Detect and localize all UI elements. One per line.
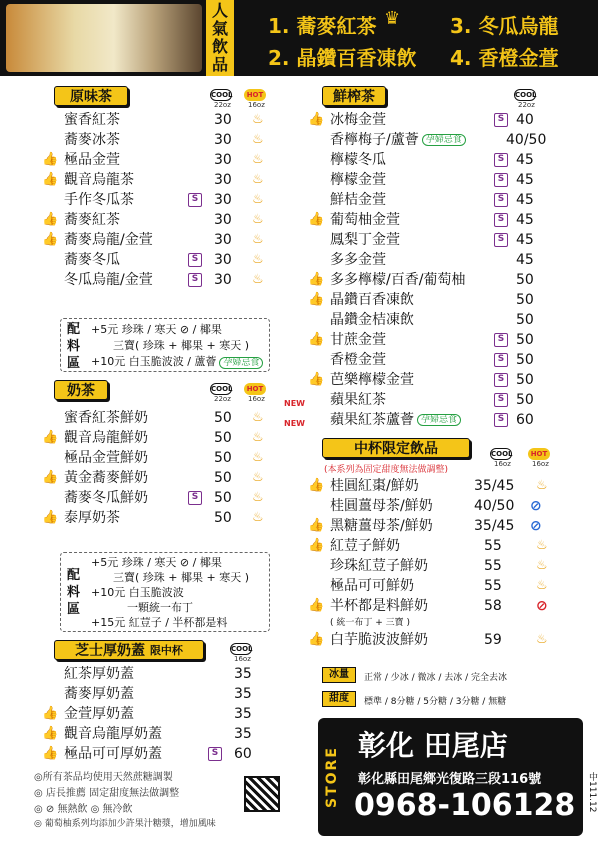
menu-row[interactable] <box>308 630 568 650</box>
item-price: 50 <box>214 410 232 426</box>
item-price: 50 <box>516 312 534 328</box>
popular-tag-char: 飲 <box>211 37 228 56</box>
size-22oz: 22oz <box>214 101 231 109</box>
hot-available-icon: ♨ <box>252 152 264 167</box>
medium-sub-text: ( 統一布丁 + 三寶 ) <box>330 618 411 628</box>
item-name: 泰厚奶茶 <box>64 510 120 526</box>
addon-box-2 <box>60 552 270 632</box>
ice-level-row <box>318 666 583 686</box>
section-cheese-foam <box>54 640 204 660</box>
thumbs-up-icon: 👍 <box>42 510 59 525</box>
thumbs-up-icon: 👍 <box>308 372 325 387</box>
item-name: 紅茶厚奶蓋 <box>64 666 134 682</box>
item-price: 35/45 <box>474 518 515 534</box>
menu-row[interactable] <box>42 448 272 468</box>
item-name: 多多檸檬/百香/葡萄柚 <box>330 272 466 288</box>
item-price: 35 <box>234 706 252 722</box>
store-vertical-label: STORE <box>324 746 340 808</box>
item-name: 紅荳子鮮奶 <box>330 538 400 554</box>
section-original-tea: 原味茶 <box>54 86 128 106</box>
original-tea-list <box>42 110 272 290</box>
fixed-sweetness-icon: S <box>188 253 202 267</box>
milk-tea-list <box>42 408 272 528</box>
item-price: 45 <box>516 212 534 228</box>
no-hot-icon: ⊘ <box>536 598 548 614</box>
item-name: 蕎麥冬瓜 <box>64 252 120 268</box>
thumbs-up-icon: 👍 <box>42 212 59 227</box>
fixed-sweetness-icon: S <box>494 353 508 367</box>
thumbs-up-icon: 👍 <box>42 706 59 721</box>
no-cold-icon: ⊘ <box>530 498 542 514</box>
pregnant-warning: 孕婦忌食 <box>422 134 466 146</box>
popular-tag-char: 人 <box>211 1 228 20</box>
menu-row[interactable] <box>42 110 272 130</box>
menu-row[interactable] <box>42 664 272 684</box>
thumbs-up-icon: 👍 <box>42 470 59 485</box>
item-name: 白芋脆波波鮮奶 <box>330 632 428 648</box>
thumbs-up-icon: 👍 <box>308 212 325 227</box>
cool-badge: COOL <box>491 450 513 458</box>
menu-row[interactable] <box>42 190 272 210</box>
addon-line: +5元 珍珠 / 寒天 ⊘ / 椰果 <box>91 556 222 569</box>
hot-available-icon: ♨ <box>536 558 548 573</box>
crown-icon: ♛ <box>384 8 401 29</box>
item-name: 手作冬瓜茶 <box>64 192 134 208</box>
menu-row[interactable] <box>42 408 272 428</box>
item-price: 35/45 <box>474 478 515 494</box>
item-name: 檸檬冬瓜 <box>330 152 386 168</box>
hot-available-icon: ♨ <box>252 410 264 425</box>
item-price: 35 <box>234 686 252 702</box>
item-price: 50 <box>516 272 534 288</box>
hot-available-icon: ♨ <box>252 232 264 247</box>
section-fresh-tea: 鮮榨茶 <box>322 86 386 106</box>
hot-available-icon: ♨ <box>252 112 264 127</box>
cheese-foam-list <box>42 664 272 764</box>
item-name: 桂圓薑母茶/鮮奶 <box>330 498 433 514</box>
addon-line <box>91 353 263 369</box>
fixed-sweetness-icon: S <box>494 373 508 387</box>
addon-label-char: 配 <box>67 322 81 337</box>
thumbs-up-icon: 👍 <box>308 272 325 287</box>
hot-available-icon: ♨ <box>536 538 548 553</box>
menu-row[interactable] <box>308 130 568 150</box>
menu-row[interactable] <box>308 190 568 210</box>
menu-row[interactable] <box>308 290 568 310</box>
no-cold-icon: ⊘ <box>530 518 542 534</box>
item-name: 觀音烏龍鮮奶 <box>64 430 148 446</box>
item-name: 晶鑽金桔凍飲 <box>330 312 414 328</box>
hot-available-icon: ♨ <box>252 430 264 445</box>
size-22oz: 22oz <box>518 101 535 109</box>
cool-badge: COOL <box>515 91 537 99</box>
menu-row[interactable] <box>42 250 272 270</box>
item-price: 30 <box>214 112 232 128</box>
fixed-sweetness-icon: S <box>494 153 508 167</box>
hot-available-icon: ♨ <box>252 272 264 287</box>
item-price: 50 <box>516 292 534 308</box>
store-address: 彰化縣田尾鄉光復路三段116號 <box>358 772 542 787</box>
thumbs-up-icon: 👍 <box>42 232 59 247</box>
store-name: 彰化 田尾店 <box>358 729 508 762</box>
item-name: 珍珠紅荳子鮮奶 <box>330 558 428 574</box>
item-price: 58 <box>484 598 502 614</box>
hot-available-icon: ♨ <box>252 252 264 267</box>
addon-line: 三寶( 珍珠 + 椰果 + 寒天 ) <box>113 571 249 584</box>
cool-badge: COOL <box>211 91 233 99</box>
addon-line: 三寶( 珍珠 + 椰果 + 寒天 ) <box>113 339 249 352</box>
menu-row[interactable] <box>308 230 568 250</box>
pregnant-warning: 孕婦忌食 <box>219 357 263 369</box>
item-price: 50 <box>516 332 534 348</box>
addon-label-char: 料 <box>67 585 81 600</box>
item-name: 冰梅金萱 <box>330 112 386 128</box>
new-badge: NEW <box>284 399 305 408</box>
item-price: 60 <box>516 412 534 428</box>
size-16oz: 16oz <box>234 655 251 663</box>
addon-line: 一顆統一布丁 <box>127 601 193 614</box>
item-name: 鳳梨丁金萱 <box>330 232 400 248</box>
note-line: ◎ 店長推薦 固定甜度無法做調整 <box>34 788 180 799</box>
drinks-photo <box>6 4 202 72</box>
fixed-sweetness-icon: S <box>208 747 222 761</box>
thumbs-up-icon: 👍 <box>308 518 325 533</box>
hot-available-icon: ♨ <box>536 578 548 593</box>
size-16oz: 16oz <box>494 460 511 468</box>
addon-box-1 <box>60 318 270 372</box>
fresh-tea-list <box>284 110 568 430</box>
item-price: 35 <box>234 726 252 742</box>
addon-label <box>67 321 81 372</box>
menu-row[interactable] <box>308 576 568 596</box>
item-price: 30 <box>214 232 232 248</box>
item-price: 50 <box>214 490 232 506</box>
cool-badge: COOL <box>211 385 233 393</box>
fixed-sweetness-icon: S <box>494 173 508 187</box>
menu-row[interactable] <box>308 350 568 370</box>
medium-note: (本系列為固定甜度無法做調整) <box>324 465 449 475</box>
menu-row[interactable] <box>42 210 272 230</box>
sugar-key: 甜度 <box>322 691 356 707</box>
item-price: 45 <box>516 172 534 188</box>
menu-row[interactable] <box>42 744 272 764</box>
thumbs-up-icon: 👍 <box>42 746 59 761</box>
item-name: 蕎麥紅茶 <box>64 212 120 228</box>
popular-tag-char: 品 <box>211 55 228 74</box>
note-line: ◎所有茶品均使用天然蔗糖調製 <box>34 772 173 783</box>
item-price: 50 <box>516 372 534 388</box>
item-price: 55 <box>484 558 502 574</box>
item-price: 50 <box>214 470 232 486</box>
item-name: 檸檬金萱 <box>330 172 386 188</box>
menu-row[interactable] <box>42 724 272 744</box>
item-name: 蕎麥烏龍/金萱 <box>64 232 153 248</box>
ice-key: 冰量 <box>322 667 356 683</box>
popular-item-1: 1. 蕎麥紅茶 <box>268 14 377 38</box>
pregnant-warning: 孕婦忌食 <box>417 414 461 426</box>
item-name: 蘋果紅茶 <box>330 392 386 408</box>
item-name: 多多金萱 <box>330 252 386 268</box>
hot-badge: HOT <box>244 89 266 101</box>
section-cheese-sub: 限中杯 <box>149 644 183 657</box>
addon-line: +5元 珍珠 / 寒天 ⊘ / 椰果 <box>91 323 222 336</box>
item-price: 45 <box>516 192 534 208</box>
menu-row[interactable] <box>308 210 568 230</box>
menu-row[interactable] <box>42 488 272 508</box>
thumbs-up-icon: 👍 <box>42 430 59 445</box>
menu-row[interactable] <box>308 150 568 170</box>
thumbs-up-icon: 👍 <box>308 332 325 347</box>
fixed-sweetness-icon: S <box>494 213 508 227</box>
item-price: 55 <box>484 538 502 554</box>
hot-available-icon: ♨ <box>252 132 264 147</box>
item-name: 蕎麥冰茶 <box>64 132 120 148</box>
hot-available-icon: ♨ <box>252 510 264 525</box>
item-name: 香檸梅子/蘆薈 孕婦忌食 <box>330 130 466 150</box>
item-price: 45 <box>516 252 534 268</box>
menu-row[interactable] <box>308 310 568 330</box>
menu-row[interactable] <box>308 330 568 350</box>
popular-tag-char: 氣 <box>211 19 228 38</box>
item-name: 蕎麥冬瓜鮮奶 <box>64 490 148 506</box>
hot-available-icon: ♨ <box>536 632 548 647</box>
menu-row[interactable] <box>308 370 568 390</box>
thumbs-up-icon: 👍 <box>308 292 325 307</box>
print-date: 中111.12 <box>587 772 597 813</box>
item-price: 30 <box>214 252 232 268</box>
thumbs-up-icon: 👍 <box>308 478 325 493</box>
item-price: 59 <box>484 632 502 648</box>
item-price: 60 <box>234 746 252 762</box>
menu-row[interactable] <box>308 496 568 516</box>
menu-row[interactable] <box>42 150 272 170</box>
store-card <box>318 718 583 836</box>
item-price: 30 <box>214 132 232 148</box>
size-16oz: 16oz <box>248 395 265 403</box>
item-name: 極品可可鮮奶 <box>330 578 414 594</box>
item-name: 蘋果紅茶蘆薈 孕婦忌食 <box>330 410 461 430</box>
addon-label-char: 區 <box>67 602 81 617</box>
menu-row[interactable] <box>308 250 568 270</box>
item-name: 半杯都是料鮮奶 <box>330 598 428 614</box>
thumbs-up-icon: 👍 <box>308 632 325 647</box>
size-22oz: 22oz <box>214 395 231 403</box>
hot-available-icon: ♨ <box>252 172 264 187</box>
menu-row[interactable] <box>308 476 568 496</box>
hot-available-icon: ♨ <box>536 478 548 493</box>
menu-row[interactable] <box>308 270 568 290</box>
item-price: 55 <box>484 578 502 594</box>
item-price: 50 <box>516 392 534 408</box>
popular-item-3: 3. 冬瓜烏龍 <box>450 14 559 38</box>
qr-code[interactable] <box>244 776 280 812</box>
item-name: 鮮桔金萱 <box>330 192 386 208</box>
item-name: 芭樂檸檬金萱 <box>330 372 414 388</box>
menu-row[interactable] <box>308 110 568 130</box>
item-price: 50 <box>214 430 232 446</box>
sugar-options: 標準 / 8分糖 / 5分糖 / 3分糖 / 無糖 <box>364 697 507 707</box>
item-name: 金萱厚奶蓋 <box>64 706 134 722</box>
addon-label-char: 料 <box>67 339 81 354</box>
hot-available-icon: ♨ <box>252 490 264 505</box>
menu-row[interactable] <box>284 410 568 430</box>
menu-row[interactable] <box>308 556 568 576</box>
item-name: 極品金萱 <box>64 152 120 168</box>
store-phone[interactable]: 0968-106128 <box>354 788 576 823</box>
menu-row[interactable] <box>42 684 272 704</box>
item-price: 30 <box>214 172 232 188</box>
fixed-sweetness-icon: S <box>188 193 202 207</box>
menu-row[interactable] <box>42 468 272 488</box>
menu-row[interactable] <box>42 130 272 150</box>
addon-line: +15元 紅荳子 / 半杯都是料 <box>91 616 228 629</box>
sugar-level-row <box>318 690 583 710</box>
item-price: 30 <box>214 152 232 168</box>
medium-sub-note <box>308 616 568 630</box>
fixed-sweetness-icon: S <box>494 193 508 207</box>
medium-list <box>308 476 568 650</box>
section-cheese-title: 芝士厚奶蓋 <box>75 643 146 659</box>
note-line: ◎ 葡萄柚系列均添加少許果汁糖漿，增加風味 <box>34 819 216 829</box>
menu-row[interactable] <box>308 170 568 190</box>
hot-available-icon: ♨ <box>252 192 264 207</box>
menu-row[interactable] <box>42 230 272 250</box>
fixed-sweetness-icon: S <box>494 333 508 347</box>
hot-available-icon: ♨ <box>252 450 264 465</box>
fixed-sweetness-icon: S <box>494 113 508 127</box>
new-badge: NEW <box>284 419 305 428</box>
item-name: 黑糖薑母茶/鮮奶 <box>330 518 433 534</box>
item-name: 冬瓜烏龍/金萱 <box>64 272 153 288</box>
item-price: 40/50 <box>506 132 547 148</box>
item-name: 葡萄柚金萱 <box>330 212 400 228</box>
header-banner <box>0 0 598 76</box>
item-price: 45 <box>516 152 534 168</box>
size-16oz: 16oz <box>248 101 265 109</box>
fixed-sweetness-icon: S <box>188 491 202 505</box>
item-name: 觀音烏龍茶 <box>64 172 134 188</box>
hot-available-icon: ♨ <box>252 212 264 227</box>
addon-label-char: 配 <box>67 568 81 583</box>
menu-row[interactable] <box>42 270 272 290</box>
item-price: 30 <box>214 192 232 208</box>
addon-line-text: +10元 白玉脆波波 / 蘆薈 <box>91 355 217 368</box>
thumbs-up-icon: 👍 <box>308 598 325 613</box>
item-price: 45 <box>516 232 534 248</box>
item-name: 甘蔗金萱 <box>330 332 386 348</box>
item-price: 30 <box>214 212 232 228</box>
item-name: 晶鑽百香凍飲 <box>330 292 414 308</box>
item-name: 極品可可厚奶蓋 <box>64 746 162 762</box>
thumbs-up-icon: 👍 <box>42 152 59 167</box>
thumbs-up-icon: 👍 <box>42 172 59 187</box>
fixed-sweetness-icon: S <box>494 393 508 407</box>
fixed-sweetness-icon: S <box>188 273 202 287</box>
menu-row[interactable] <box>308 516 568 536</box>
addon-label-char: 區 <box>67 356 81 371</box>
item-name: 蕎麥厚奶蓋 <box>64 686 134 702</box>
hot-available-icon: ♨ <box>252 470 264 485</box>
ice-options: 正常 / 少冰 / 微冰 / 去冰 / 完全去冰 <box>364 673 508 683</box>
item-name: 極品金萱鮮奶 <box>64 450 148 466</box>
hot-badge: HOT <box>244 383 266 395</box>
menu-row[interactable] <box>42 428 272 448</box>
item-name: 香橙金萱 <box>330 352 386 368</box>
thumbs-up-icon: 👍 <box>308 538 325 553</box>
item-price: 50 <box>214 510 232 526</box>
thumbs-up-icon: 👍 <box>42 726 59 741</box>
popular-tag <box>206 0 234 76</box>
menu-row[interactable] <box>42 704 272 724</box>
item-price: 30 <box>214 272 232 288</box>
item-price: 35 <box>234 666 252 682</box>
popular-item-4: 4. 香橙金萱 <box>450 46 559 70</box>
menu-row[interactable] <box>284 390 568 410</box>
menu-row[interactable] <box>308 536 568 556</box>
note-line: ◎ ⊘ 無熱飲 ◎ 無冷飲 <box>34 804 133 815</box>
item-price: 50 <box>516 352 534 368</box>
hot-badge: HOT <box>528 448 550 460</box>
item-price: 40 <box>516 112 534 128</box>
section-milk-tea: 奶茶 <box>54 380 108 400</box>
item-price: 40/50 <box>474 498 515 514</box>
menu-row[interactable] <box>42 170 272 190</box>
item-price: 50 <box>214 450 232 466</box>
section-medium-only: 中杯限定飲品 <box>322 438 470 458</box>
item-name: 蜜香紅茶鮮奶 <box>64 410 148 426</box>
menu-row[interactable] <box>42 508 272 528</box>
addon-line: +10元 白玉脆波波 <box>91 586 184 599</box>
item-name: 黃金蕎麥鮮奶 <box>64 470 148 486</box>
fixed-sweetness-icon: S <box>494 233 508 247</box>
popular-item-2: 2. 晶鑽百香凍飲 <box>268 46 417 70</box>
thumbs-up-icon: 👍 <box>308 112 325 127</box>
item-name: 蜜香紅茶 <box>64 112 120 128</box>
item-name: 桂圓紅棗/鮮奶 <box>330 478 419 494</box>
cool-badge: COOL <box>231 645 253 653</box>
addon-label <box>67 567 81 618</box>
size-16oz: 16oz <box>532 460 549 468</box>
fixed-sweetness-icon: S <box>494 413 508 427</box>
item-name: 觀音烏龍厚奶蓋 <box>64 726 162 742</box>
